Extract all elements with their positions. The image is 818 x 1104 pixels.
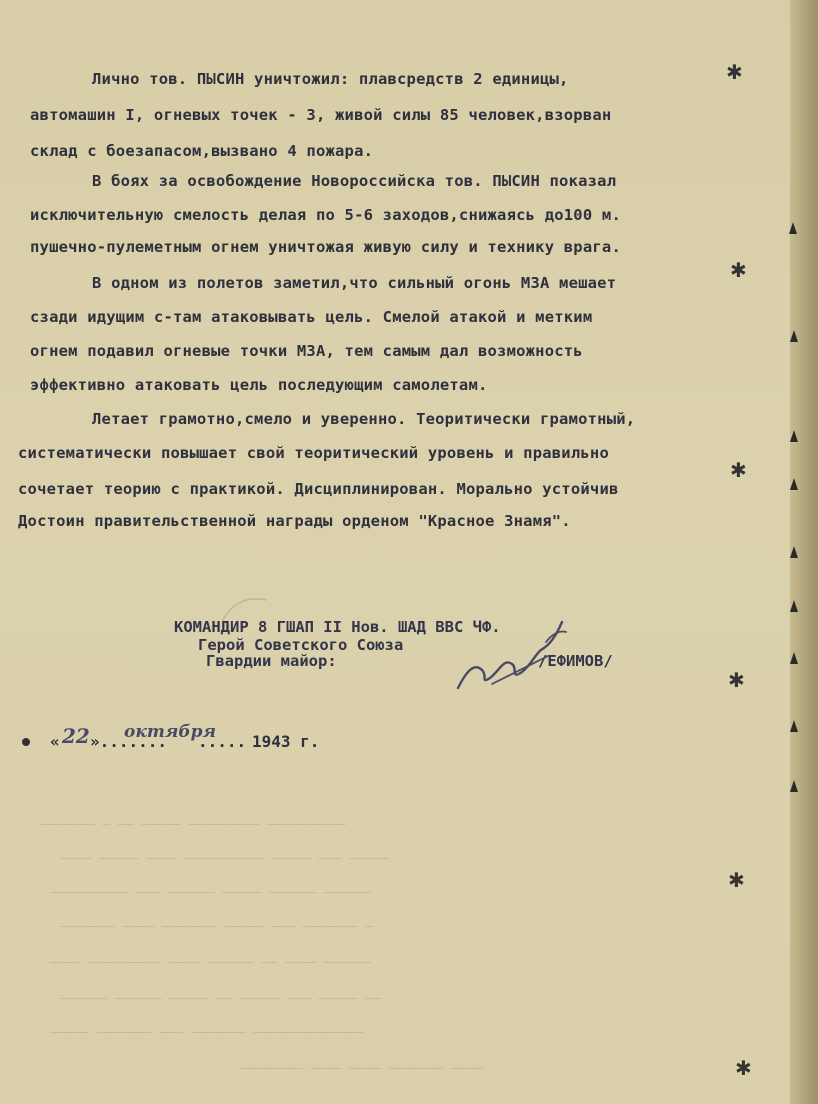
text-line: пушечно-пулеметным огнем уничтожая живую силу и технику врага. (30, 238, 621, 256)
staple-hole-icon: ✱ (728, 668, 745, 692)
text-line: Достоин правительственной награды орденом "Красное Знамя". (18, 512, 571, 530)
date-dots-2: ..... (198, 732, 247, 751)
bullet-dot (22, 738, 30, 746)
staple-hole-icon: ✱ (730, 258, 747, 282)
handwritten-signature (452, 612, 572, 702)
text-line: систематически повышает свой теоритический уровень и правильно (18, 444, 609, 462)
edge-mark (790, 600, 798, 612)
date-month: октября (124, 722, 217, 742)
bleed-through-text: ──── ───────── ──── ────── ── ──── ────── (50, 956, 371, 971)
date-dots-1: »....... (90, 732, 168, 751)
bleed-through-text: ─────── ─ ── ───── ───────── ────────── (40, 818, 346, 833)
edge-mark (790, 780, 798, 792)
text-line: сзади идущим с-там атаковывать цель. Смелой атакой и метким (30, 308, 593, 326)
text-line: склад с боезапасом,вызвано 4 пожара. (30, 142, 374, 160)
staple-hole-icon: ✱ (735, 1056, 752, 1080)
stamp-mark (214, 590, 274, 630)
edge-mark (790, 330, 798, 342)
staple-hole-icon: ✱ (728, 868, 745, 892)
date-prefix: « (50, 732, 60, 751)
bleed-through-text: ───── ─────── ─── ─────── ────────────── (50, 1026, 364, 1041)
text-line: автомашин I, огневых точек - 3, живой силы 85 человек,взорван (30, 106, 612, 124)
edge-mark (790, 478, 798, 490)
staple-hole-icon: ✱ (730, 458, 747, 482)
rank-title: Гвардии майор: (206, 652, 337, 670)
text-line: Лично тов. ПЫСИН уничтожил: плавсредств 2 единицы, (92, 70, 569, 88)
text-line: огнем подавил огневые точки МЗА, тем самым дал возможность (30, 342, 583, 360)
text-line: исключительную смелость делая по 5-6 заходов,снижаясь до100 м. (30, 206, 621, 224)
bleed-through-text: ─────── ──── ─────── ───── ─── ─────── ─ (60, 920, 374, 935)
text-line: Летает грамотно,смело и уверенно. Теоритически грамотный, (92, 410, 636, 428)
text-line: эффективно атаковать цель последующим самолетам. (30, 376, 488, 394)
edge-mark (790, 430, 798, 442)
text-line: В одном из полетов заметил,что сильный огонь МЗА мешает (92, 274, 617, 292)
signer-name: /ЕФИМОВ/ (538, 652, 613, 670)
text-line: сочетает теорию с практикой. Дисциплинирован. Морально устойчив (18, 480, 619, 498)
edge-mark (790, 652, 798, 664)
commander-title: КОМАНДИР 8 ГШАП II Нов. ШАД ВВС ЧФ. (174, 618, 501, 636)
hero-title: Герой Советского Союза (198, 636, 404, 654)
date-day: 22 (62, 724, 90, 748)
edge-mark (789, 222, 797, 234)
bleed-through-text: ──── ───── ──── ────────── ───── ─── ───── (60, 852, 389, 867)
bleed-through-text: ────────── ─── ────── ───── ────── ────── (50, 886, 371, 901)
edge-mark (790, 546, 798, 558)
text-line: В боях за освобождение Новороссийска тов. ПЫСИН показал (92, 172, 617, 190)
staple-hole-icon: ✱ (726, 60, 743, 84)
bleed-through-text: ────── ────── ───── ── ───── ─── ───── ── (60, 992, 381, 1007)
edge-mark (790, 720, 798, 732)
bleed-through-text: ──────── ──── ──── ─────── ──── (240, 1062, 483, 1077)
date-year: 1943 г. (252, 732, 320, 751)
